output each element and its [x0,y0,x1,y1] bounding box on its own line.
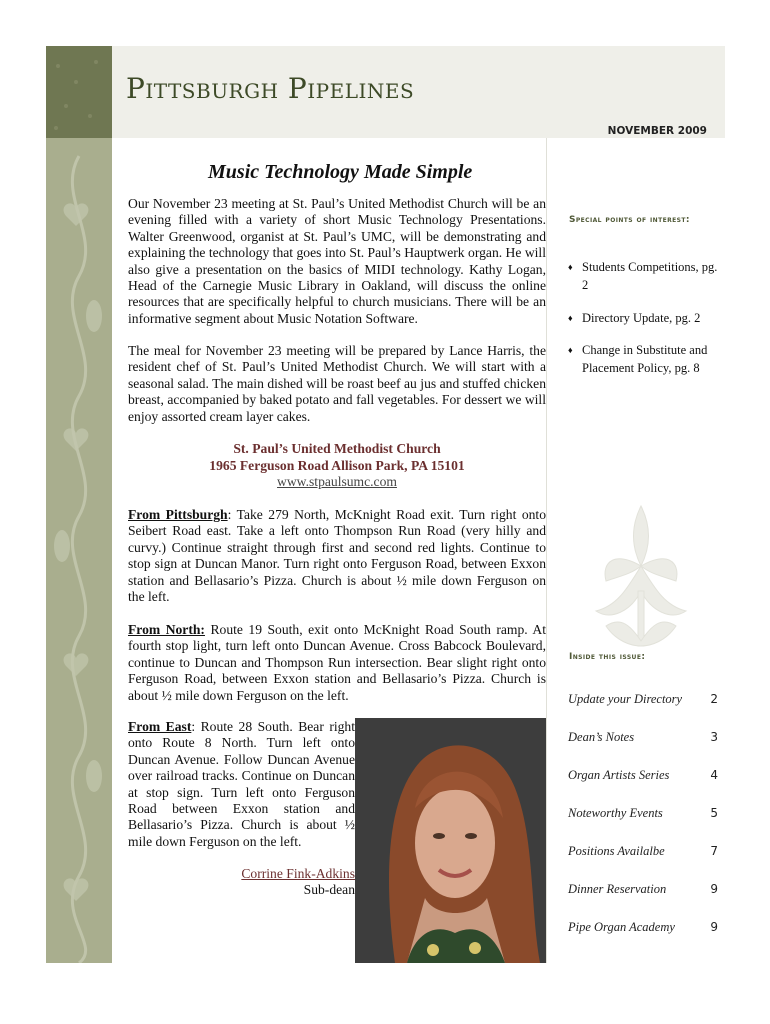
directions-from-north [128,622,546,704]
toc-item[interactable] [568,920,718,940]
toc-page: 3 [710,730,718,744]
special-points-heading: Special points of interest: [569,215,690,225]
directions-text: : Route 28 South. Bear right onto Route 8 North. Turn left onto Duncan Avenue. Follow Duncan Avenue over railroad tracks. Continue on Duncan at stop sign. Turn left onto Ferguson Road between Exxon station and Bellasario’s Pizza. Church is about ½ mile down Ferguson on the left. [128,719,355,849]
toc-title: Noteworthy Events [568,806,663,820]
directions-text: : Take 279 North, McKnight Road exit. Turn right onto Seibert Road east. Take a left onto Thompson Run Road (very hilly and curvy.) Continue straight through first and second red lights. Continue to stop sign at Duncan Manor. Turn right onto Ferguson Road, between Exxon station and Bellasario’s Pizza. Church is about ½ mile down Ferguson on the left. [128,507,546,605]
directions-label: From North: [128,622,205,637]
article-headline: Music Technology Made Simple [208,161,473,183]
newsletter-page [46,46,725,963]
signature-name: Corrine Fink-Adkins [241,866,355,881]
special-point-item: ♦ Change in Substitute and Placement Policy, pg. 8 [568,343,708,375]
diamond-bullet-icon: ♦ [568,313,573,323]
signature-role: Sub-dean [303,882,355,898]
diamond-bullet-icon: ♦ [568,262,573,272]
toc-item[interactable] [568,806,718,826]
inside-issue-heading: Inside this issue: [569,652,646,662]
diamond-bullet-icon: ♦ [568,345,573,355]
directions-label: From Pittsburgh [128,507,228,522]
sub-dean-photo [355,718,546,963]
toc-title: Update your Directory [568,692,683,706]
church-address-block [128,441,546,491]
toc-page: 9 [710,882,718,896]
toc-item[interactable] [568,844,718,864]
toc-item[interactable] [568,730,718,750]
toc-page: 2 [710,692,718,706]
special-point-item: ♦ Directory Update, pg. 2 [568,311,701,325]
damask-pattern [46,46,112,963]
directions-label: From East [128,719,192,734]
toc-title: Pipe Organ Academy [568,920,675,934]
portrait-illustration [355,718,546,963]
column-divider [546,138,547,963]
directions-text: Route 19 South, exit onto McKnight Road South ramp. At fourth stop light, turn left onto Duncan Avenue. Cross Babcock Boulevard, continue to Duncan and Thompson Run intersection. Bear slight right onto Ferguson Road, between Exxon station and Bellasario’s Pizza. Church is about ½ mile down Ferguson on the left. [128,622,547,703]
directions-from-pittsburgh [128,507,546,605]
toc-item[interactable] [568,768,718,788]
toc-page: 7 [710,844,718,858]
issue-date: NOVEMBER 2009 [607,125,707,137]
article-paragraph-1: Our November 23 meeting at St. Paul’s United Methodist Church will be an evening filled with a variety of short Music Technology Presentations. Walter Greenwood, organist at St. Paul’s UMC, will be demonstrating and explaining the technology that goes into St. Paul’s Hauptwerk organ. He will also give a presentation on the basics of MIDI technology. Kathy Logan, Head of the Carnegie Music Library in Oakland, will discuss the online resources that are specifically helpful to church musicians. There will be an informative segment about Music Notation Software. [128,196,546,326]
toc-title: Positions Availalbe [568,844,665,858]
toc-page: 5 [710,806,718,820]
toc-title: Dean’s Notes [568,730,635,744]
toc-page: 4 [710,768,718,782]
toc-item[interactable] [568,692,718,712]
directions-from-east [128,719,355,850]
toc-title: Organ Artists Series [568,768,670,782]
church-website-link[interactable]: www.stpaulsumc.com [277,474,397,490]
floral-ornament-icon [576,496,706,656]
toc-page: 9 [710,920,718,934]
newsletter-title: Pittsburgh Pipelines [126,72,415,105]
church-name: St. Paul’s United Methodist Church [233,441,441,456]
signature-block [128,866,355,899]
article-paragraph-2: The meal for November 23 meeting will be prepared by Lance Harris, the resident chef of St. Paul’s United Methodist Church. We will start with a seasonal salad. The main dished will be roast beef au jus and stuffed chicken breast, accompanied by baked potato and fall vegetables. For dessert we will enjoy assorted cream layer cakes. [128,343,546,424]
church-address: 1965 Ferguson Road Allison Park, PA 15101 [209,457,465,473]
toc-item[interactable] [568,882,718,902]
special-point-item: ♦ Students Competitions, pg. 2 [568,260,718,292]
toc-title: Dinner Reservation [568,882,667,896]
decorative-left-bar [46,46,112,963]
